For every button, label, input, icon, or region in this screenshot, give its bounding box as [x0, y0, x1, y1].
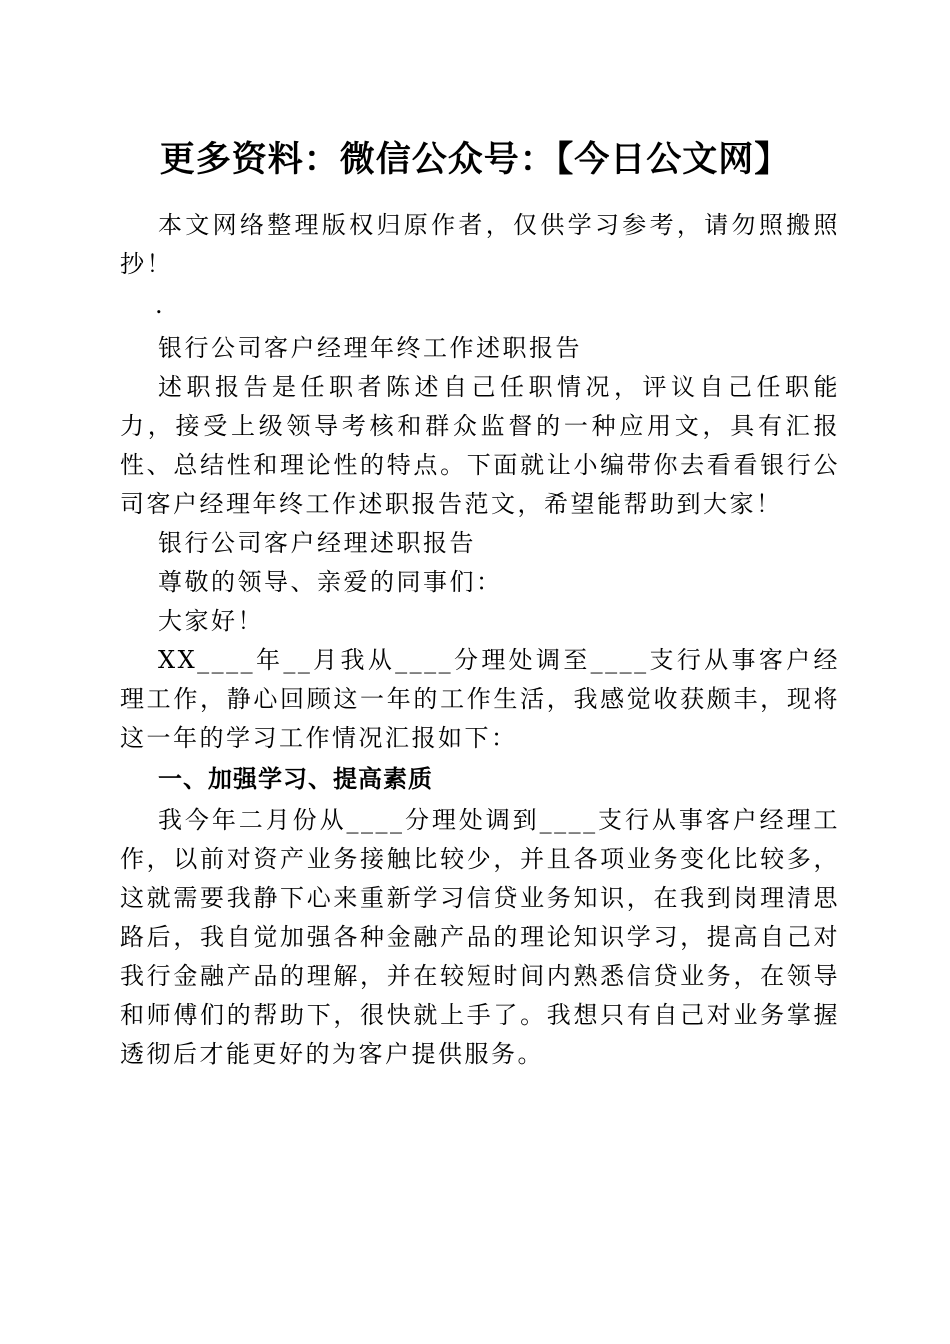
salutation: 尊敬的领导、亲爱的同事们： — [158, 568, 503, 596]
intro-paragraph: 述职报告是任职者陈述自己任职情况，评议自己任职能力，接受上级领导考核和群众监督的一种应用文，具有汇报性、总结性和理论性的特点。下面就让小编带你去看看银行公司客户经理年终工作述职报告范文，希望能帮助到大家！ — [120, 373, 840, 518]
greeting: 大家好！ — [158, 607, 264, 635]
article-title: 银行公司客户经理年终工作述职报告 — [158, 334, 582, 362]
separator-dot: . — [155, 291, 166, 319]
document-body — [120, 206, 840, 1074]
opening-paragraph: XX____年__月我从____分理处调至____支行从事客户经理工作，静心回顾这一年的工作生活，我感觉收获颇丰，现将这一年的学习工作情况汇报如下： — [120, 646, 840, 752]
report-subtitle: 银行公司客户经理述职报告 — [158, 529, 476, 557]
page-title: 更多资料：微信公众号：【今日公文网】 — [159, 140, 791, 180]
copyright-notice: 本文网络整理版权归原作者，仅供学习参考，请勿照搬照抄！ — [120, 211, 840, 278]
section-heading: 一、加强学习、提高素质 — [158, 765, 433, 793]
section-paragraph: 我今年二月份从____分理处调到____支行从事客户经理工作，以前对资产业务接触比较少，并且各项业务变化比较多，这就需要我静下心来重新学习信贷业务知识，在我到岗理清思路后，我自觉加强各种金融产品的理论知识学习，提高自己对我行金融产品的理解，并在较短时间内熟悉信贷业务，在领导和师傅们的帮助下，很快就上手了。我想只有自己对业务掌握透彻后才能更好的为客户提供服务。 — [120, 806, 840, 1068]
